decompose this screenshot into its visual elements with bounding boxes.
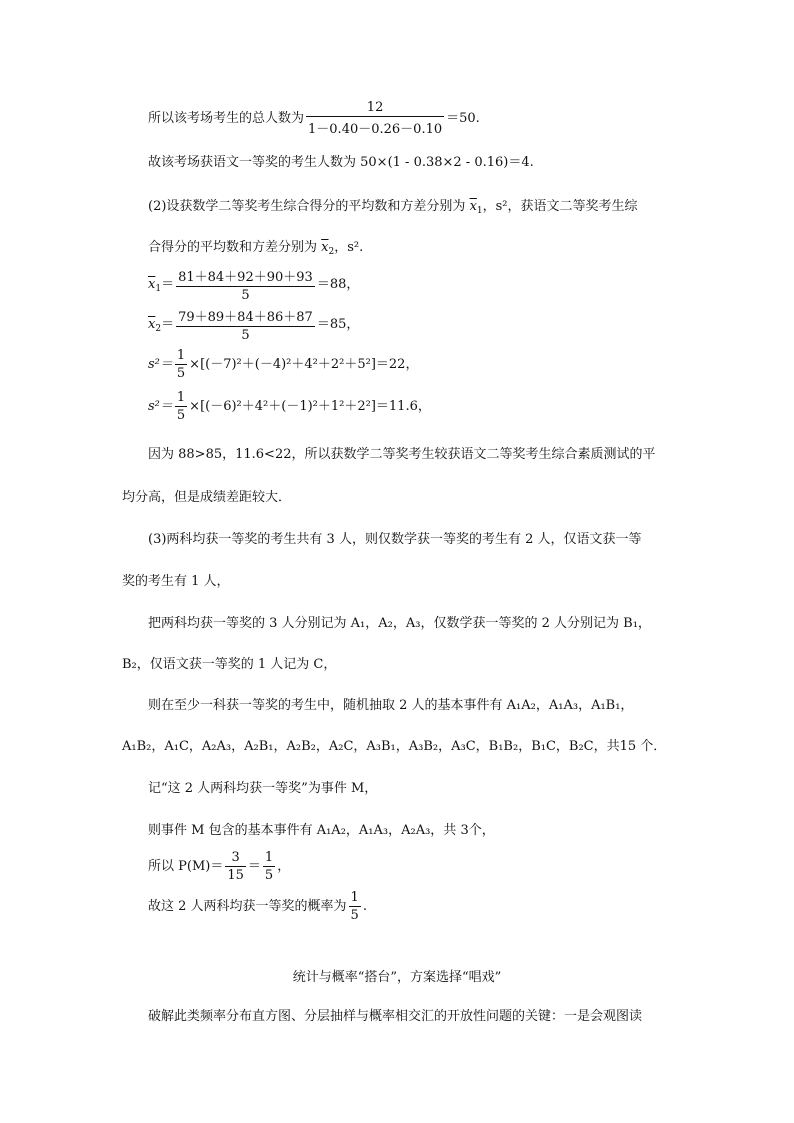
text: ×[(－7)²＋(－4)²＋4²＋2²＋5²]＝22， (189, 357, 419, 372)
paragraph-line: 则事件 M 包含的基本事件有 A₁A₂，A₁A₃，A₂A₃，共 3个， (148, 823, 495, 838)
text: s²＝ (148, 399, 173, 414)
numerator: 1 (264, 850, 274, 865)
denominator: 5 (176, 286, 315, 303)
subscript: 1 (155, 284, 162, 294)
text: 故这 2 人两科均获一等奖的概率为 (148, 899, 347, 914)
text: (2)设获数学二等奖考生综合得分的平均数和方差分别为 (148, 199, 466, 214)
text: ，s². (334, 240, 364, 255)
subscript: 1 (476, 206, 483, 216)
numerator: 12 (366, 100, 384, 115)
denominator: 5 (350, 908, 359, 923)
text: s²＝ (148, 357, 173, 372)
x-bar-symbol: $\overline{x}$ (148, 277, 156, 292)
text: . (362, 899, 367, 914)
fraction (306, 100, 444, 137)
paragraph-line: A₁B₂，A₁C，A₂A₃，A₂B₁，A₂B₂，A₂C，A₃B₁，A₃B₂，A₃C，B₁B₂，B₁C，B₂C，共15 个． (122, 739, 667, 754)
numerator: 81＋84＋92＋90＋93 (178, 270, 313, 285)
equation-x2-mean: $\overline{x}_2=$ $\frac{79+89+84+86+87}{5}$ ＝85， (148, 306, 359, 343)
text: ＝ (247, 859, 261, 874)
subscript: 2 (155, 324, 162, 334)
paragraph-line: 则在至少一科获一等奖的考生中，随机抽取 2 人的基本事件有 A₁A₂，A₁A₃，A₁B₁， (148, 698, 634, 713)
text: ，s²，获语文二等奖考生综 (482, 199, 638, 214)
text: ＝50. (446, 111, 480, 126)
fraction (225, 850, 246, 883)
fraction (175, 390, 187, 423)
text: 所以 P(M)＝ (148, 859, 224, 874)
paragraph-line: 奖的考生有 1 人， (122, 574, 230, 589)
fraction (175, 348, 187, 381)
line-total-count (148, 100, 480, 137)
text: ＝85， (316, 317, 360, 332)
line-part2-intro (148, 195, 638, 216)
line-probability-answer (148, 890, 367, 923)
equation-s1-variance (148, 348, 418, 381)
denominator: 1－0.40－0.26－0.10 (306, 116, 444, 137)
numerator: 1 (176, 348, 186, 363)
text: ×[(－6)²＋4²＋(－1)²＋1²＋2²]＝11.6， (189, 399, 431, 414)
fraction (349, 890, 361, 923)
x-bar-symbol: $\overline{x}$ (469, 199, 477, 214)
numerator: 79＋89＋84＋86＋87 (178, 310, 313, 325)
denominator: 5 (176, 326, 315, 343)
text: ＝88， (316, 277, 360, 292)
numerator: 3 (231, 850, 240, 865)
fraction (176, 306, 315, 343)
paragraph-line: 破解此类频率分布直方图、分层抽样与概率相交汇的开放性问题的关键：一是会观图读 (148, 1009, 643, 1024)
numerator: 1 (350, 890, 359, 905)
section-heading: 统计与概率“搭台”，方案选择“唱戏” (292, 970, 502, 985)
paragraph-line: (3)两科均获一等奖的考生共有 3 人，则仅数学获一等奖的考生有 2 人，仅语文获一等 (148, 532, 642, 547)
equation-probability (148, 850, 290, 883)
fraction (263, 850, 275, 883)
text: ， (277, 859, 291, 874)
text: 合得分的平均数和方差分别为 (148, 240, 318, 255)
line-part2-intro-cont (148, 236, 363, 257)
x-bar-symbol: $\overline{x}$ (321, 240, 329, 255)
paragraph-line: 把两科均获一等奖的 3 人分别记为 A₁，A₂，A₃，仅数学获一等奖的 2 人分别记为 B₁， (148, 616, 651, 631)
paragraph-line: 记“这 2 人两科均获一等奖”为事件 M， (148, 781, 378, 796)
equation-x1-mean: $\overline{x}_1=$ $\frac{81+84+92+90+93}{5}$ ＝88， (148, 266, 359, 303)
paragraph-line: 因为 88>85，11.6<22，所以获数学二等奖考生较获语文二等奖考生综合素质测试的平 (148, 447, 656, 462)
denominator: 5 (176, 408, 186, 423)
equation-s2-variance (148, 390, 431, 423)
denominator: 15 (227, 868, 244, 883)
paragraph-line: 均分高，但是成绩差距较大． (122, 490, 292, 505)
subscript: 2 (328, 247, 335, 257)
denominator: 5 (176, 366, 186, 381)
numerator: 1 (176, 390, 186, 405)
fraction (176, 266, 315, 303)
text: 所以该考场考生的总人数为 (148, 111, 305, 126)
denominator: 5 (264, 868, 274, 883)
line-chinese-first-prize: 故该考场获语文一等奖的考生人数为 50×(1 - 0.38×2 - 0.16)＝4. (148, 155, 534, 170)
paragraph-line: B₂，仅语文获一等奖的 1 人记为 C， (122, 657, 337, 672)
x-bar-symbol: $\overline{x}$ (148, 317, 156, 332)
